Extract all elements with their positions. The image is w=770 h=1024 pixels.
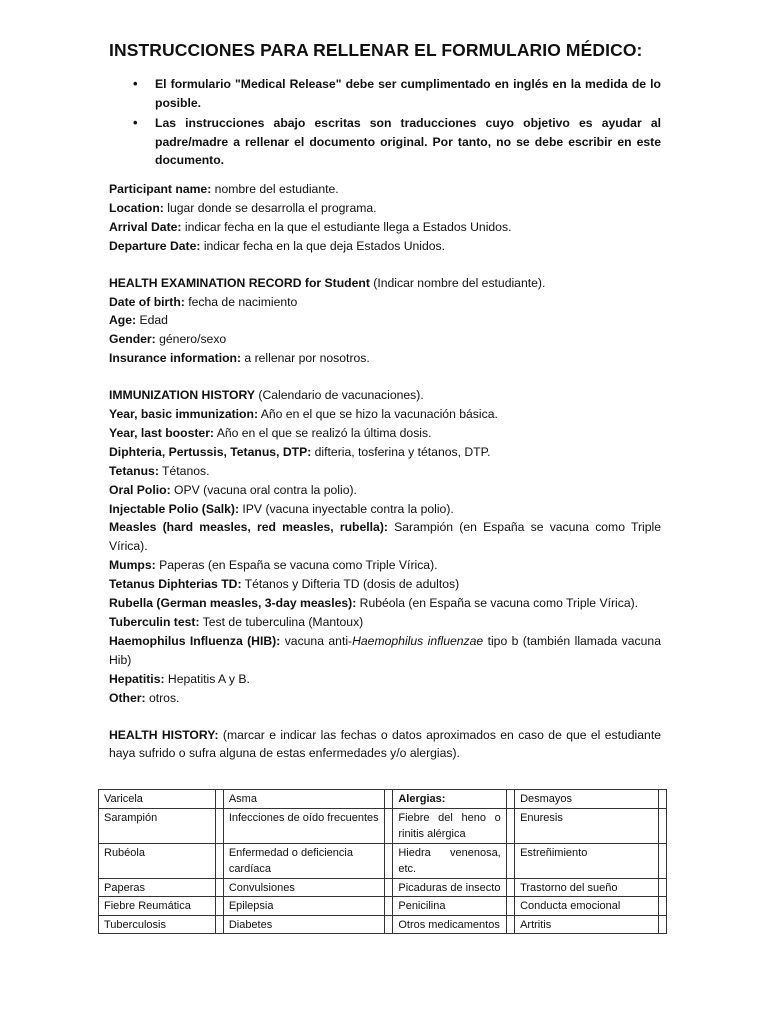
field-label: Age: [109,313,137,328]
bullet-item: • El formulario "Medical Release" debe ser cumplimentado en inglés en la medida de lo posible. [155,75,661,112]
field-line [109,443,661,462]
field-description: Tétanos y Difteria TD (dosis de adultos) [241,577,460,592]
field-description: IPV (vacuna inyectable contra la polio). [239,501,454,516]
field-line [109,481,661,500]
field-description: indicar fecha en la que deja Estados Unidos. [200,238,446,253]
field-label: HEALTH HISTORY: [109,727,219,742]
field-label: Haemophilus Influenza (HIB): [109,633,281,648]
condition-cell: Enfermedad o deficiencia cardíaca [223,843,384,878]
field-description: Hepatitis A y B. [164,671,250,686]
field-description: género/sexo [155,332,227,347]
condition-cell: Conducta emocional [515,897,659,916]
field-label: Departure Date: [109,238,201,253]
field-label: Date of birth: [109,294,185,309]
checkbox-cell[interactable] [215,808,223,843]
condition-cell: Picaduras de insecto [393,878,506,897]
checkbox-cell[interactable] [506,843,514,878]
checkbox-cell[interactable] [385,843,393,878]
field-description: (Calendario de vacunaciones). [255,388,424,403]
field-description: lugar donde se desarrolla el programa. [163,200,377,215]
checkbox-cell[interactable] [385,897,393,916]
field-description: OPV (vacuna oral contra la polio). [170,482,357,497]
allergies-heading: Alergias: [398,793,446,805]
field-line [109,180,661,199]
checkbox-cell[interactable] [506,915,514,934]
field-line [109,330,661,349]
condition-cell: Artritis [515,915,659,934]
field-line [109,613,661,632]
section-heading [109,386,661,405]
field-description: a rellenar por nosotros. [241,351,370,366]
field-line [109,500,661,519]
checkbox-cell[interactable] [215,897,223,916]
field-line [109,405,661,424]
field-label: Tetanus Diphterias TD: [109,577,242,592]
field-line [109,556,661,575]
checkbox-cell[interactable] [385,878,393,897]
condition-cell: Varicela [99,790,216,809]
table-row [99,843,667,878]
field-description: Test de tuberculina (Mantoux) [199,615,364,629]
field-label: Rubella (German measles, 3-day measles): [109,596,357,611]
field-description: difteria, tosferina y tétanos, DTP. [311,444,491,459]
condition-cell: Fiebre Reumática [99,897,216,916]
checkbox-cell[interactable] [215,915,223,934]
field-description: Edad [136,313,168,328]
table-row [99,808,667,843]
section-heading [109,274,661,293]
checkbox-cell[interactable] [658,915,666,934]
condition-cell: Infecciones de oído frecuentes [223,808,384,843]
immunization-section [109,386,661,707]
field-description: tipo b (también llamada vacuna Hib) [109,633,661,667]
field-line [109,293,661,312]
page-title: INSTRUCCIONES PARA RELLENAR EL FORMULARIO MÉDICO: [109,40,643,60]
condition-cell: Fiebre del heno o rinitis alérgica [393,808,506,843]
field-label: Year, last booster: [109,425,214,440]
condition-cell: Epilepsia [223,897,384,916]
condition-cell: Hiedra venenosa, etc. [393,843,506,878]
checkbox-cell[interactable] [215,878,223,897]
section-heading [109,726,661,764]
field-description: Año en el que se hizo la vacunación básica. [258,407,498,422]
field-description: Tétanos. [158,463,210,478]
condition-cell: Paperas [99,878,216,897]
checkbox-cell[interactable] [506,878,514,897]
field-line [109,218,661,237]
condition-cell: Tuberculosis [99,915,216,934]
field-line [109,237,661,256]
checkbox-cell[interactable] [506,808,514,843]
condition-cell: Sarampión [99,808,216,843]
bullet-item: • Las instrucciones abajo escritas son traducciones cuyo objetivo es ayudar al padre/madre a rellenar el documento original. Por tanto, no se debe escribir en este documento. [155,114,661,170]
field-label: Measles (hard measles, red measles, rubella): [109,520,388,535]
table-row [99,790,667,809]
checkbox-cell[interactable] [658,790,666,809]
field-label: Mumps: [109,558,156,573]
field-description: Rubéola (en España se vacuna como Triple Vírica). [356,596,639,611]
field-line [109,424,661,443]
field-label: Year, basic immunization: [109,407,259,422]
checkbox-cell[interactable] [385,790,393,809]
table-row [99,915,667,934]
field-description: Sarampión (en España se vacuna como Triple Vírica). [109,520,661,554]
condition-cell: Enuresis [515,808,659,843]
condition-cell: Penicilina [393,897,506,916]
checkbox-cell[interactable] [658,878,666,897]
field-description: Año en el que se realizó la última dosis. [214,425,432,440]
field-label: Location: [109,200,164,215]
field-label: Tetanus: [109,463,159,478]
condition-cell: Trastorno del sueño [515,878,659,897]
checkbox-cell[interactable] [385,915,393,934]
field-description: otros. [145,690,180,705]
checkbox-cell[interactable] [215,843,223,878]
checkbox-cell[interactable] [506,790,514,809]
condition-cell: Rubéola [99,843,216,878]
field-line [109,462,661,481]
condition-cell: Asma [223,790,384,809]
field-line [109,632,661,670]
field-description: (marcar e indicar las fechas o datos aproximados en caso de que el estudiante haya sufrido o sufra alguna de estas enfermedades y/o alergias). [109,727,661,761]
field-label: Gender: [109,332,156,347]
field-line [109,689,661,708]
field-description: Paperas (en España se vacuna como Triple Vírica). [155,558,438,573]
field-description: fecha de nacimiento [184,294,298,309]
field-description-italic: Haemophilus influenzae [352,633,484,648]
field-label: IMMUNIZATION HISTORY [109,388,256,403]
field-label: Hepatitis: [109,671,165,686]
field-label: Other: [109,690,146,705]
field-line [109,199,661,218]
table-row [99,897,667,916]
field-label: HEALTH EXAMINATION RECORD for Student [109,275,370,290]
field-line [109,575,661,594]
checkbox-cell[interactable] [658,843,666,878]
checkbox-cell[interactable] [385,808,393,843]
participant-section [109,180,661,256]
health-history-table [98,789,667,934]
field-label: Participant name: [109,181,212,196]
field-description: (Indicar nombre del estudiante). [369,275,546,290]
field-label: Oral Polio: [109,482,171,497]
field-description: nombre del estudiante. [211,181,339,196]
checkbox-cell[interactable] [506,897,514,916]
condition-cell: Estreñimiento [515,843,659,878]
field-label: Diphteria, Pertussis, Tetanus, DTP: [109,444,312,459]
condition-cell [393,790,506,809]
table-row [99,878,667,897]
document-page [109,40,661,781]
field-label: Arrival Date: [109,219,182,234]
checkbox-cell[interactable] [215,790,223,809]
field-description: indicar fecha en la que el estudiante llega a Estados Unidos. [181,219,512,234]
field-line [109,311,661,330]
health-history-section [109,726,661,764]
health-examination-section [109,274,661,369]
checkbox-cell[interactable] [658,808,666,843]
condition-cell: Otros medicamentos [393,915,506,934]
field-label: Insurance information: [109,351,242,366]
instruction-bullets [109,75,661,170]
condition-cell: Convulsiones [223,878,384,897]
field-line [109,670,661,689]
field-line [109,594,661,613]
field-label: Tuberculin test: [109,615,200,629]
condition-cell: Desmayos [515,790,659,809]
field-label: Injectable Polio (Salk): [109,501,240,516]
field-description: vacuna anti- [280,633,353,648]
checkbox-cell[interactable] [658,897,666,916]
field-line [109,349,661,368]
condition-cell: Diabetes [223,915,384,934]
field-line [109,518,661,556]
